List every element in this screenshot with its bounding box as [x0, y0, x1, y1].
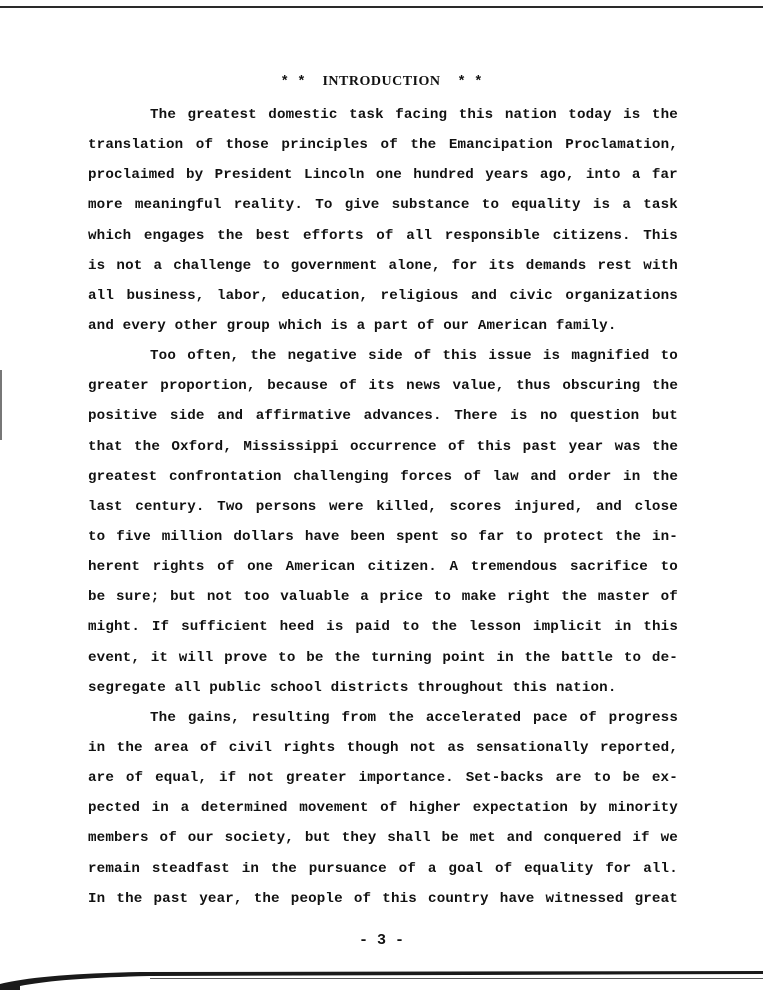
text-line: which engages the best efforts of all responsible citizens. This [88, 227, 678, 244]
text-line: are of equal, if not greater importance. Set-backs are to be ex- [88, 770, 678, 787]
text-line: might. If sufficient heed is paid to the lesson implicit in this [88, 619, 678, 636]
text-line: pected in a determined movement of higher expectation by minority [88, 800, 678, 817]
text-line: greatest confrontation challenging forces of law and order in the [88, 468, 678, 485]
text-line: more meaningful reality. To give substance to equality is a task [88, 197, 678, 214]
text-line: that the Oxford, Mississippi occurrence of this past year was the [88, 438, 678, 455]
text-line: be sure; but not too valuable a price to make right the master of [88, 589, 678, 606]
text-line: in the area of civil rights though not as sensationally reported, [88, 739, 678, 756]
text-line: The gains, resulting from the accelerated pace of progress [150, 709, 678, 726]
text-line: The greatest domestic task facing this nation today is the [150, 107, 678, 123]
text-line: remain steadfast in the pursuance of a goal of equality for all. [88, 860, 678, 877]
text-line: translation of those principles of the Emancipation Proclamation, [88, 137, 678, 154]
section-heading [0, 74, 763, 90]
left-edge-mark [0, 370, 2, 440]
text-line: last century. Two persons were killed, scores injured, and close [88, 498, 678, 515]
text-line: In the past year, the people of this country have witnessed great [88, 890, 678, 907]
top-edge-rule [0, 6, 763, 8]
bottom-edge-scan-mark [0, 964, 763, 990]
heading-prefix: * * [280, 74, 306, 90]
text-line: proclaimed by President Lincoln one hundred years ago, into a far [88, 167, 678, 184]
text-line: to five million dollars have been spent so far to protect the in- [88, 528, 678, 545]
text-line: greater proportion, because of its news value, thus obscuring the [88, 378, 678, 395]
text-line: Too often, the negative side of this issue is magnified to [150, 348, 678, 365]
text-line: all business, labor, education, religious and civic organizations [88, 287, 678, 304]
heading-title: INTRODUCTION [322, 74, 441, 89]
text-line: herent rights of one American citizen. A tremendous sacrifice to [88, 559, 678, 576]
text-line: members of our society, but they shall be met and conquered if we [88, 830, 678, 847]
text-line: and every other group which is a part of our American family. [88, 317, 617, 334]
heading-suffix: * * [457, 74, 483, 90]
text-line: is not a challenge to government alone, for its demands rest with [88, 257, 678, 274]
text-line: positive side and affirmative advances. There is no question but [88, 408, 678, 425]
text-line: segregate all public school districts throughout this nation. [88, 679, 617, 696]
body-text [88, 104, 678, 918]
page-number: - 3 - [358, 932, 404, 949]
text-line: event, it will prove to be the turning point in the battle to de- [88, 649, 678, 666]
